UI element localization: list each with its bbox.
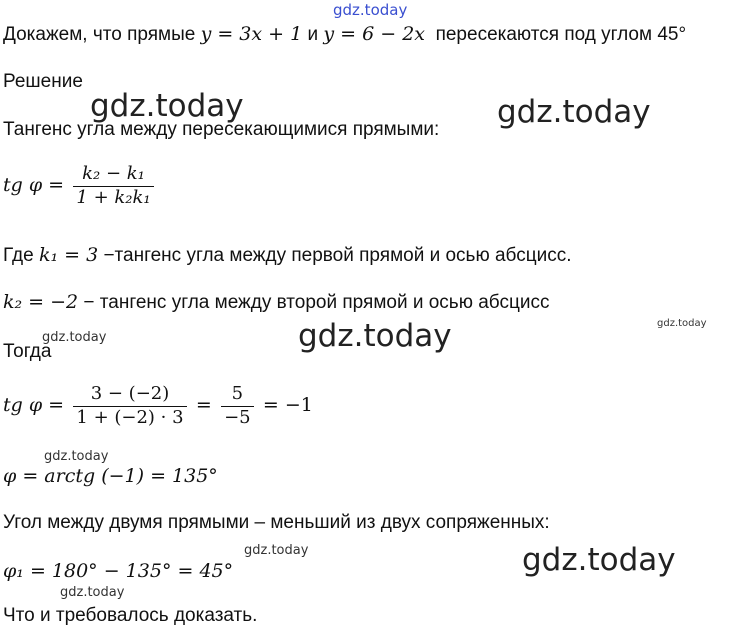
statement-and: и — [307, 24, 319, 45]
formula-lhs: tg φ = — [3, 174, 65, 197]
k2-text: − тангенс угла между второй прямой и осью абсцисс — [83, 292, 550, 313]
angle-text: Угол между двумя прямыми – меньший из двух сопряженных: — [3, 512, 550, 533]
calc-numerator-1: 3 − (−2) — [73, 383, 186, 407]
calc-fraction-1 — [73, 383, 186, 429]
equation-line-2: y = 6 − 2x — [323, 23, 426, 45]
equation-line-1: y = 3x + 1 — [200, 23, 303, 45]
calc-denominator-2: −5 — [224, 406, 251, 428]
formula-denominator: 1 + k₂k₁ — [76, 186, 151, 208]
watermark-large: gdz.today — [522, 542, 676, 578]
tangent-formula — [3, 163, 158, 209]
watermark-large: gdz.today — [497, 94, 651, 130]
formula-numerator: k₂ − k₁ — [73, 163, 153, 187]
k1-definition — [3, 244, 572, 268]
k2-definition — [3, 291, 549, 315]
solution-heading: Решение — [3, 71, 83, 92]
k1-expression: k₁ = 3 — [38, 244, 99, 266]
watermark-large: gdz.today — [90, 88, 244, 124]
statement-suffix: пересекаются под углом 45° — [435, 24, 687, 45]
statement-prefix: Докажем, что прямые — [3, 24, 196, 45]
tangent-calculation — [3, 383, 313, 429]
watermark-small: gdz.today — [44, 449, 109, 464]
phi1-line: φ₁ = 180° − 135° = 45° — [3, 560, 234, 582]
then-label: Тогда — [3, 341, 52, 362]
calc-denominator-1: 1 + (−2) · 3 — [76, 406, 184, 428]
k1-text: −тангенс угла между первой прямой и осью абсцисс. — [103, 245, 572, 266]
calc-lhs: tg φ = — [3, 394, 65, 417]
watermark-small: gdz.today — [42, 330, 107, 345]
k2-expression: k₂ = −2 — [3, 291, 79, 313]
tangent-intro: Тангенс угла между пересекающимися прямыми: — [3, 119, 440, 140]
calc-fraction-2 — [221, 383, 254, 429]
watermark-small: gdz.today — [244, 543, 309, 558]
problem-statement — [3, 23, 686, 47]
phi-arctg-line: φ = arctg (−1) = 135° — [3, 465, 218, 487]
conclusion: Что и требовалось доказать. — [3, 605, 258, 626]
calc-result: = −1 — [262, 394, 313, 417]
calc-equals: = — [195, 394, 212, 417]
calc-numerator-2: 5 — [221, 383, 254, 407]
watermark-top: gdz.today — [333, 1, 408, 19]
formula-fraction — [73, 163, 153, 209]
watermark-large: gdz.today — [298, 318, 452, 354]
watermark-small: gdz.today — [60, 585, 125, 600]
k1-prefix: Где — [3, 245, 34, 266]
watermark-small: gdz.today — [657, 318, 707, 329]
